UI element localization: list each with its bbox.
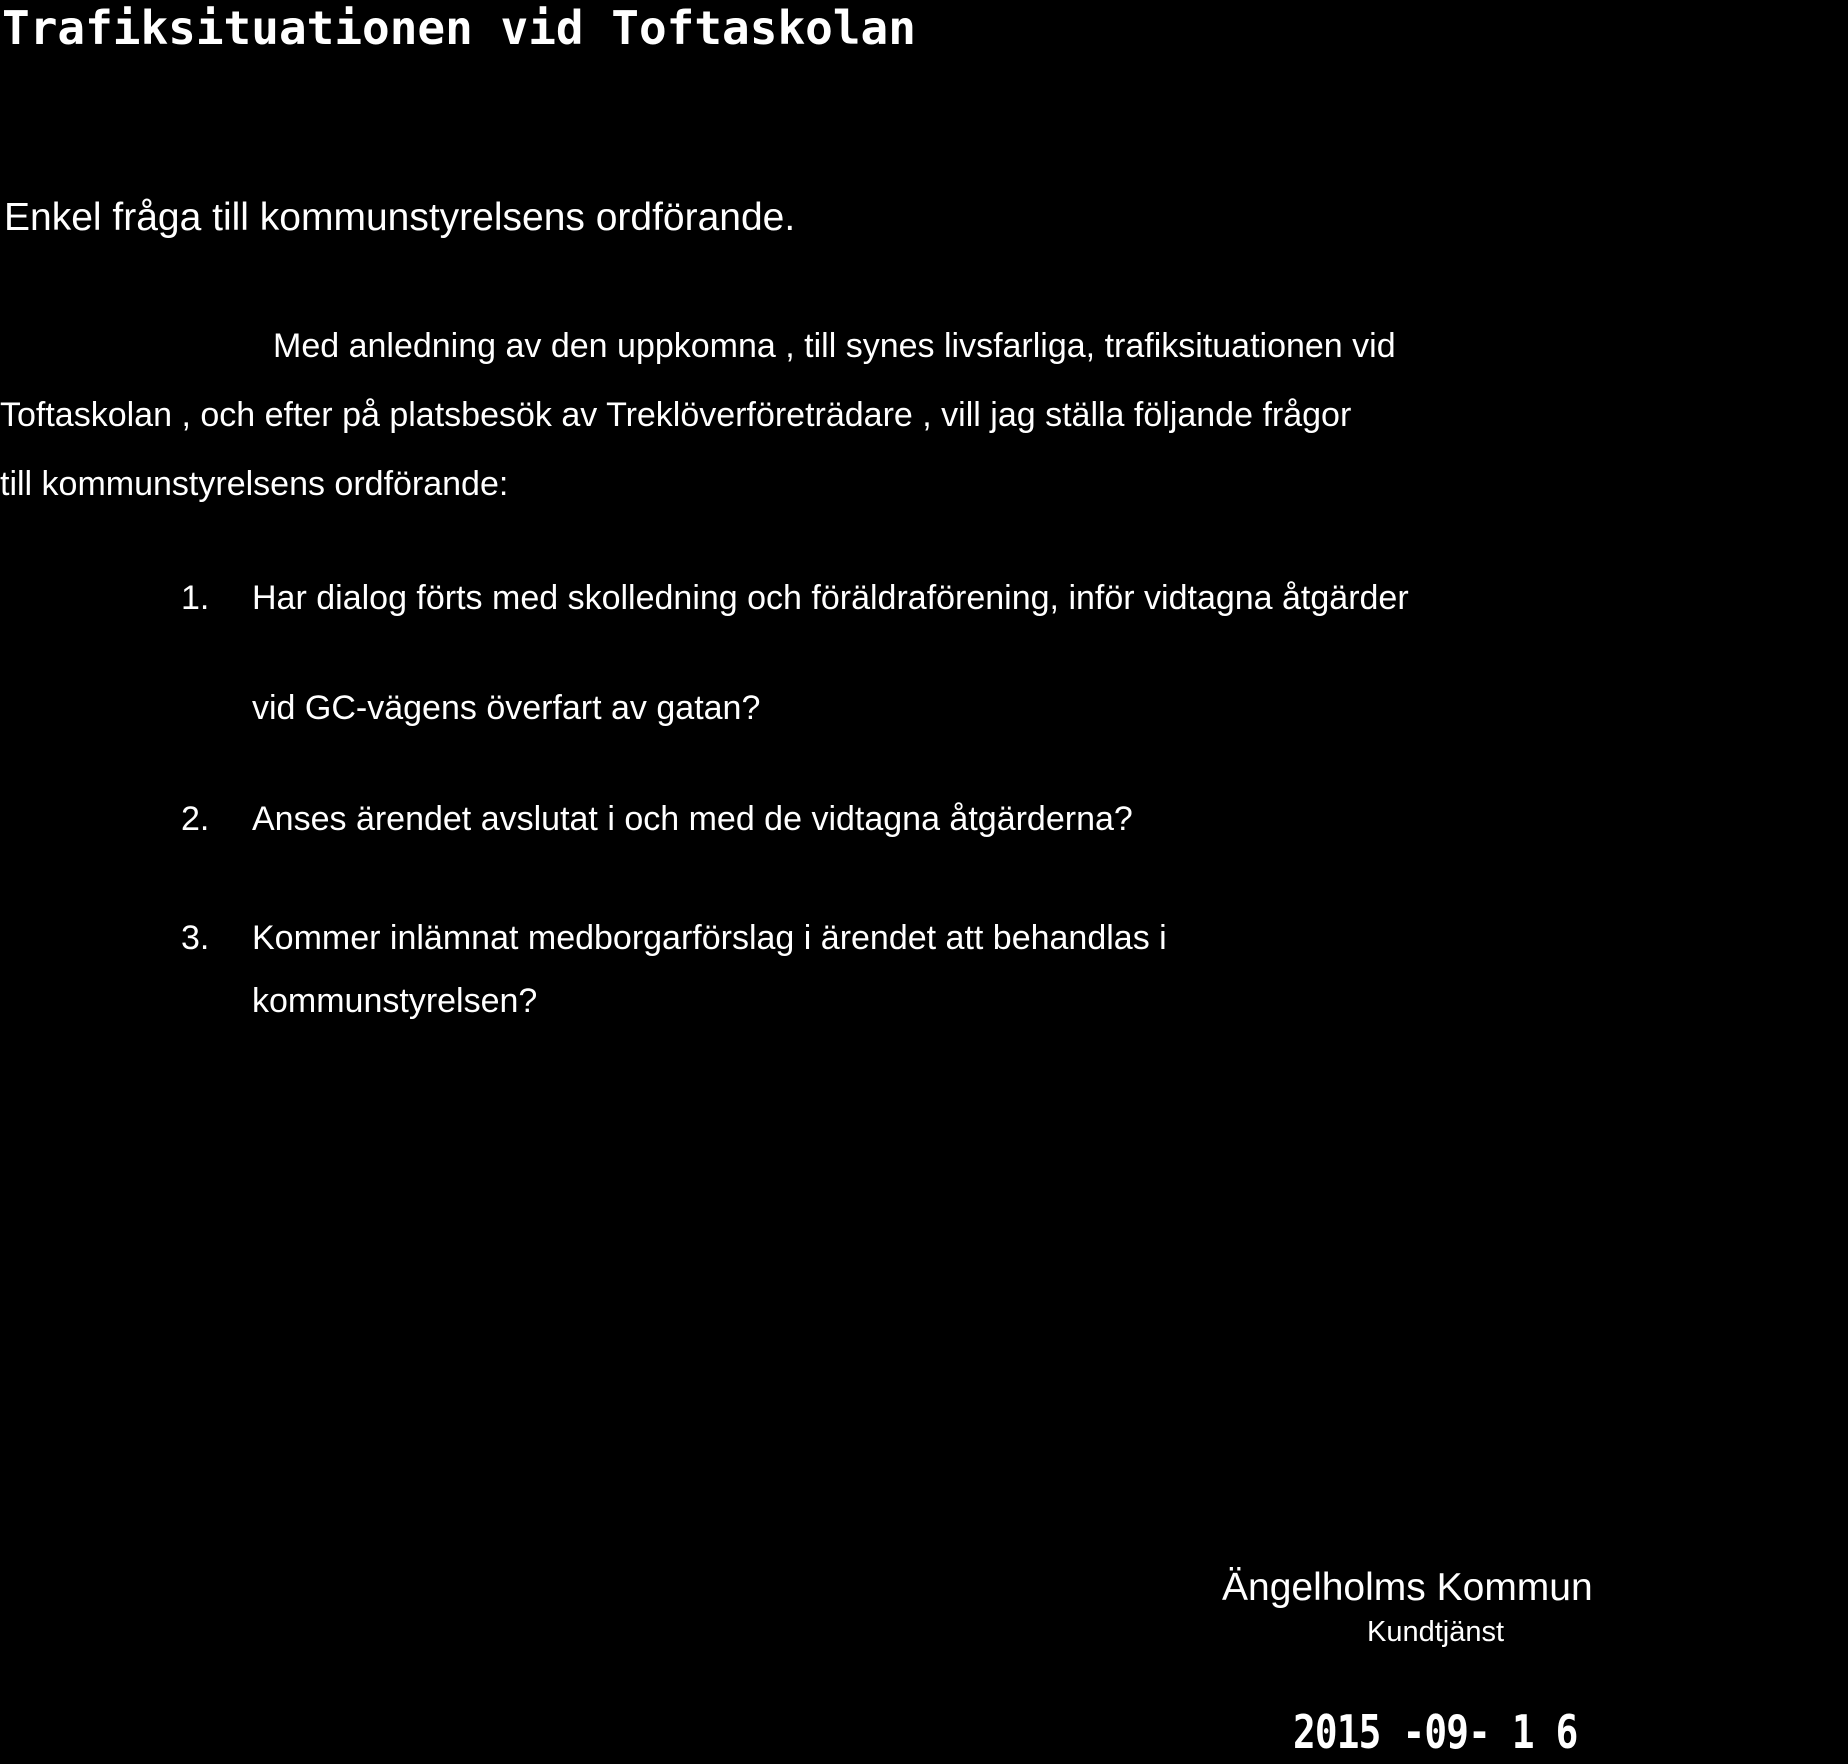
stamp-organization: Ängelholms Kommun xyxy=(1222,1566,1593,1609)
intro-line: till kommunstyrelsens ordförande: xyxy=(0,465,509,503)
list-item-text: vid GC-vägens överfart av gatan? xyxy=(252,689,761,727)
stamp-department: Kundtjänst xyxy=(1367,1616,1505,1648)
received-stamp xyxy=(1180,1565,1700,1760)
stamp-date: 2015 -09- 1 6 xyxy=(1293,1705,1578,1759)
list-item-text: Anses ärendet avslutat i och med de vidtagna åtgärderna? xyxy=(252,800,1133,838)
document-subtitle: Enkel fråga till kommunstyrelsens ordförande. xyxy=(4,196,796,239)
list-item-text: kommunstyrelsen? xyxy=(252,982,538,1020)
intro-line: Toftaskolan , och efter på platsbesök av Treklöverföreträdare , vill jag ställa följande frågor xyxy=(0,396,1352,434)
list-item-text: Kommer inlämnat medborgarförslag i ärendet att behandlas i xyxy=(252,919,1167,957)
list-item-number: 1. xyxy=(181,579,210,617)
list-item-number: 2. xyxy=(181,800,210,838)
document-title: Trafiksituationen vid Toftaskolan xyxy=(2,1,916,55)
list-item-text: Har dialog förts med skolledning och föräldraförening, inför vidtagna åtgärder xyxy=(252,579,1409,617)
intro-line: Med anledning av den uppkomna , till synes livsfarliga, trafiksituationen vid xyxy=(273,327,1396,365)
list-item-number: 3. xyxy=(181,919,210,957)
